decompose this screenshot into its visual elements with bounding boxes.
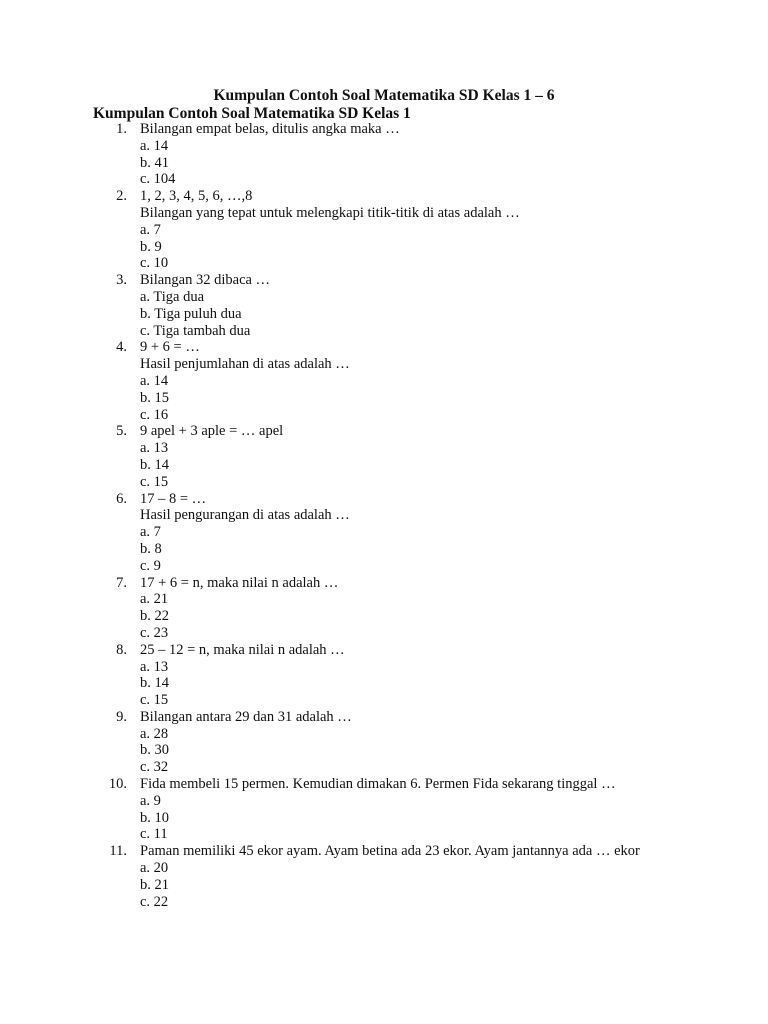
answer-option: a. 20 (140, 860, 169, 877)
question-number: 7. (116, 574, 127, 591)
question-item (0, 575, 768, 642)
question-number: 9. (116, 708, 127, 725)
answer-option: c. 15 (140, 692, 169, 709)
question-number: 8. (116, 641, 127, 658)
question-item (0, 339, 768, 423)
answer-option: b. 21 (140, 876, 169, 893)
answer-option: b. 10 (140, 809, 169, 826)
question-item (0, 272, 768, 339)
answer-option: c. 16 (140, 406, 169, 423)
question-item (0, 188, 768, 272)
question-item (0, 121, 768, 188)
answer-option: b. 15 (140, 389, 169, 406)
question-subtext: Bilangan yang tepat untuk melengkapi titik-titik di atas adalah … (140, 204, 520, 221)
question-item (0, 642, 768, 709)
question-text: Bilangan 32 dibaca … (140, 272, 271, 289)
answer-option: a. 9 (140, 792, 161, 809)
question-list (0, 121, 768, 910)
question-item (0, 843, 768, 910)
question-number: 4. (116, 339, 127, 356)
answer-option: a. 13 (140, 440, 169, 457)
answer-option: a. Tiga dua (140, 288, 205, 305)
answer-option: a. 21 (140, 591, 169, 608)
answer-option: c. 11 (140, 826, 168, 843)
question-text: Bilangan empat belas, ditulis angka maka … (140, 121, 400, 137)
question-number: 1. (116, 121, 127, 137)
question-text: 17 + 6 = n, maka nilai n adalah … (140, 574, 339, 591)
answer-option: c. 32 (140, 759, 169, 776)
question-subtext: Hasil penjumlahan di atas adalah … (140, 356, 350, 373)
answer-option: a. 14 (140, 137, 169, 154)
answer-option: a. 28 (140, 725, 169, 742)
question-text: 9 + 6 = … (140, 339, 200, 356)
question-text: 17 – 8 = … (140, 490, 207, 507)
answer-option: c. 10 (140, 255, 169, 272)
answer-option: c. 23 (140, 624, 169, 641)
answer-option: b. 30 (140, 742, 169, 759)
answer-option: a. 14 (140, 372, 169, 389)
question-text: Bilangan antara 29 dan 31 adalah … (140, 708, 352, 725)
question-text: 25 – 12 = n, maka nilai n adalah … (140, 641, 345, 658)
question-number: 2. (116, 188, 127, 205)
section-title: Kumpulan Contoh Soal Matematika SD Kelas 1 (93, 105, 411, 122)
document-title: Kumpulan Contoh Soal Matematika SD Kelas 1 – 6 (213, 87, 555, 104)
answer-option: b. 8 (140, 540, 162, 557)
question-text: Fida membeli 15 permen. Kemudian dimakan 6. Permen Fida sekarang tinggal … (140, 776, 616, 793)
answer-option: a. 13 (140, 658, 169, 675)
answer-option: b. 14 (140, 675, 169, 692)
question-item (0, 423, 768, 490)
question-number: 10. (108, 776, 127, 793)
question-number: 5. (116, 423, 127, 440)
answer-option: b. 22 (140, 608, 169, 625)
answer-option: b. 41 (140, 154, 169, 171)
question-text: Paman memiliki 45 ekor ayam. Ayam betina ada 23 ekor. Ayam jantannya ada … ekor (140, 843, 640, 860)
question-number: 11. (109, 843, 127, 860)
answer-option: b. 14 (140, 456, 169, 473)
answer-option: a. 7 (140, 524, 161, 541)
question-item (0, 709, 768, 776)
question-text: 1, 2, 3, 4, 5, 6, …,8 (140, 188, 253, 205)
question-item (0, 491, 768, 575)
answer-option: b. 9 (140, 238, 162, 255)
question-number: 3. (116, 272, 127, 289)
answer-option: c. Tiga tambah dua (140, 322, 251, 339)
question-number: 6. (116, 490, 127, 507)
question-subtext: Hasil pengurangan di atas adalah … (140, 507, 350, 524)
question-text: 9 apel + 3 aple = … apel (140, 423, 284, 440)
question-item (0, 776, 768, 843)
answer-option: c. 9 (140, 557, 161, 574)
answer-option: a. 7 (140, 221, 161, 238)
answer-option: c. 104 (140, 171, 176, 188)
answer-option: c. 22 (140, 893, 169, 910)
answer-option: b. Tiga puluh dua (140, 305, 242, 322)
answer-option: c. 15 (140, 473, 169, 490)
